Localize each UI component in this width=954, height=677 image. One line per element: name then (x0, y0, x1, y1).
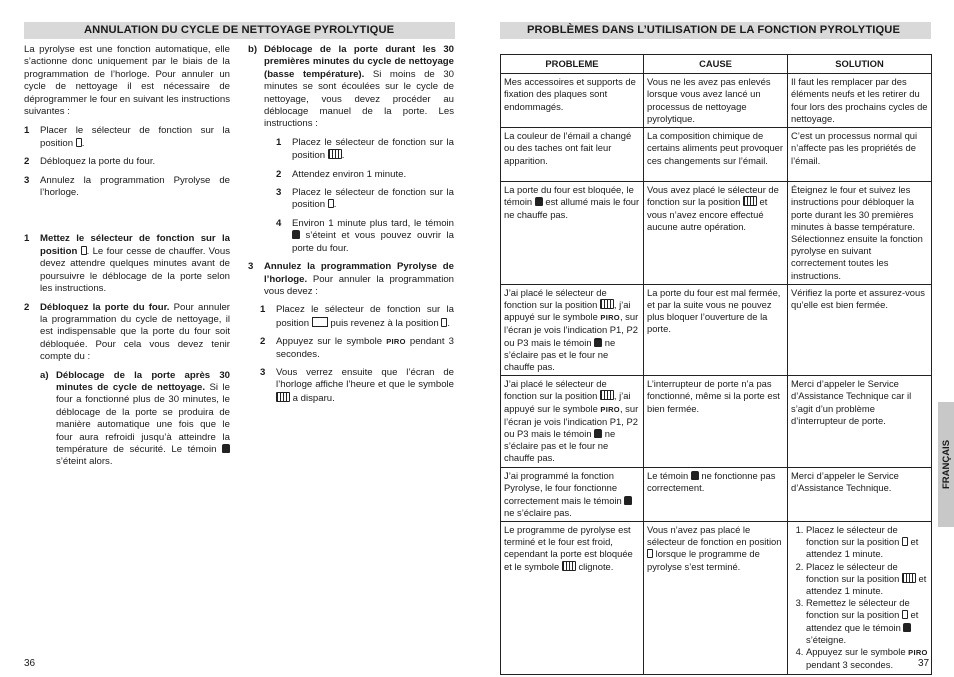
lock-icon (903, 623, 911, 632)
step-number: 1 (24, 233, 30, 245)
step-text (264, 44, 454, 131)
table-row (501, 522, 932, 674)
position-dot-icon (902, 610, 908, 619)
step-text-label: Appuyez sur le symbole (276, 336, 383, 348)
step-text-label: Placez le sélecteur de fonction sur la position (276, 304, 454, 329)
step-bold-text: Annulez la programmation Pyrolyse de l’horloge. (264, 261, 454, 285)
lock-icon (691, 471, 699, 480)
step-number: 2 (24, 156, 30, 168)
step-text: Annulez la programmation Pyrolyse de l’horloge. (40, 174, 230, 199)
section-heading-annulation (24, 22, 455, 39)
lock-icon (535, 197, 543, 206)
list-item (260, 304, 454, 330)
cause-cell: L’interrupteur de porte n’a pas fonctionné, même si la porte est bien fermée. (644, 376, 788, 468)
lock-icon (222, 444, 230, 453)
step-number: 1 (24, 125, 30, 137)
cause-cell: Vous ne les avez pas enlevés lorsque vous avez lancé un processus de nettoyage pyrolytique. (644, 74, 788, 128)
section-heading-problemes (500, 22, 931, 39)
lock-icon (292, 230, 300, 239)
solution-cell: Vérifiez la porte et assurez-vous qu’elle est bien fermée. (788, 284, 932, 375)
page-number-right: 37 (918, 658, 930, 669)
list-item (260, 367, 454, 405)
step-text: Placer le sélecteur de fonction sur la position . (40, 125, 230, 149)
step-text-label: pendant 3 secondes. (276, 336, 454, 360)
solution-cell: C’est un processus normal qui n’affecte pas les propriétés de l’émail. (788, 128, 932, 182)
step-text (40, 233, 230, 295)
piro-symbol-icon: PIRO (600, 404, 620, 414)
step-rest-text: Pour annuler la programmation du cycle de nettoyage, il est indispensable que la porte du four soit débloquée. Pour cela vous devez tenir compte du : (40, 301, 230, 363)
language-tab-label: FRANÇAIS (941, 439, 952, 490)
position-dot-icon (902, 537, 908, 546)
problem-cell: J’ai placé le sélecteur de fonction sur la position , j’ai appuyé sur le symbole PIRO, sur l’écran je vois l’indication P1, P2 ou P3 mais le témoin ne s’éclaire pas et le four ne chauffe pas. (501, 284, 644, 375)
left-column (24, 44, 230, 475)
list-item (276, 137, 454, 163)
list-item (276, 218, 454, 255)
lock-icon (594, 429, 602, 438)
list-item: 1. Placez le sélecteur de fonction sur la position et attendez 1 minute. (806, 524, 928, 561)
page-number-left: 36 (24, 658, 36, 669)
list-item (248, 44, 454, 131)
table-row (501, 182, 932, 285)
table-header-row (501, 55, 932, 74)
cause-cell: Vous avez placé le sélecteur de fonction sur la position et vous n’avez encore effectué aucune autre opération. (644, 182, 788, 285)
pyrolysis-grid-icon (562, 561, 576, 571)
step-text (276, 367, 454, 405)
step-bold-text: Déblocage de la porte durant les 30 premières minutes du cycle de nettoyage (basse température). (264, 44, 454, 80)
step-rest-text: . Le four cesse de chauffer. Vous devez attendre quelques minutes avant de poursuivre le déblocage de la porte selon les instructions. (40, 245, 231, 295)
cause-cell: Le témoin ne fonctionne pas correctement. (644, 468, 788, 522)
step-bold-text: Déblocage de la porte après 30 minutes de cycle de nettoyage. (56, 369, 230, 393)
step-text (264, 261, 454, 298)
list-item (24, 233, 230, 295)
step-letter: a) (40, 369, 49, 381)
step-text-label: Vous verrez ensuite que l’écran de l’horloge affiche l’heure et que le symbole (276, 366, 454, 391)
table-row (501, 284, 932, 375)
list-item (24, 302, 230, 364)
step-number: 4 (276, 217, 282, 229)
step-text-label: puis revenez à la position (330, 317, 439, 329)
lock-icon (624, 496, 632, 505)
step-rest-text: Si le four a fonctionné plus de 30 minutes, le déblocage de la porte se produira de manière automatique une fois que le four aura refroidi jusqu’à atteindre la température de sécurité. Le témoin (56, 381, 230, 455)
step-text (56, 370, 230, 469)
column-header-probleme: PROBLEME (501, 55, 644, 74)
step-number: 1 (276, 136, 282, 148)
step-text: Placez le sélecteur de fonction sur la position puis revenez à la position . (276, 304, 454, 329)
step-number: 3 (24, 174, 30, 186)
list-item: 2. Placez le sélecteur de fonction sur la position et attendez 1 minute. (806, 561, 928, 598)
pyrolysis-grid-icon (600, 390, 614, 400)
step-text-label: a disparu. (292, 392, 335, 404)
position-dot-icon (441, 318, 447, 327)
solution-cell: Merci d’appeler le Service d’Assistance Technique car il s’agit d’un problème d’interrupteur de porte. (788, 376, 932, 468)
list-item (24, 125, 230, 150)
problem-cell: La couleur de l’émail a changé ou des taches ont fait leur apparition. (501, 128, 644, 182)
step-text (292, 218, 454, 255)
step-number: 1 (260, 304, 266, 316)
solution-cell: Éteignez le four et suivez les instructions pour débloquer la porte durant les 30 premières minutes à basse température. Sélectionnez ensuite la fonction pyrolyse en suivant correctement toutes les instructions. (788, 182, 932, 285)
table-row (501, 74, 932, 128)
step-text-label: Placer le sélecteur de fonction sur la position (40, 125, 230, 149)
step-text: Attendez environ 1 minute. (292, 168, 407, 180)
cause-cell: La composition chimique de certains aliments peut provoquer ces changements sur l’émail. (644, 128, 788, 182)
position-dot-icon (328, 199, 334, 208)
piro-symbol-icon: PIRO (600, 313, 620, 323)
list-item: 3. Remettez le sélecteur de fonction sur la position et attendez que le témoin s’éteigne. (806, 597, 928, 646)
troubleshooting-table (500, 54, 932, 675)
list-item (24, 175, 230, 200)
list-item (276, 187, 454, 212)
step-number: 3 (276, 187, 282, 199)
intro-paragraph: La pyrolyse est une fonction automatique, elle s’actionne donc uniquement par le biais de la programmation de l’horloge. Pour annuler un cycle de nettoyage il est nécessaire de déprogrammer le four en suivant les instructions suivantes : (24, 44, 230, 118)
step-number: 3 (248, 261, 254, 273)
column-header-cause: CAUSE (644, 55, 788, 74)
pyrolysis-grid-icon (902, 573, 916, 583)
position-dot-icon (647, 549, 653, 558)
pyrolysis-grid-icon (328, 149, 342, 159)
step-text-label: Placez le sélecteur de fonction sur la position (292, 187, 454, 211)
step-text-label: Placez le sélecteur de fonction sur la position (292, 136, 454, 162)
column-header-solution: SOLUTION (788, 55, 932, 74)
heading-text: ANNULATION DU CYCLE DE NETTOYAGE PYROLYTIQUE (84, 24, 395, 36)
step-letter: b) (248, 44, 258, 55)
table-row (501, 468, 932, 522)
piro-symbol-icon: PIRO (908, 648, 928, 658)
heading-text: PROBLÈMES DANS L’UTILISATION DE LA FONCTION PYROLYTIQUE (527, 24, 901, 36)
list-item (40, 370, 230, 469)
solution-steps (791, 524, 928, 671)
list-item (248, 261, 454, 298)
list-item (276, 169, 454, 181)
problem-cell: J’ai placé le sélecteur de fonction sur la position , j’ai appuyé sur le symbole PIRO, sur l’écran je vois l’indication P1, P2 ou P3 mais le témoin ne s’éclaire pas et le four ne chauffe pas. (501, 376, 644, 468)
list-item (24, 156, 230, 168)
cause-cell: La porte du four est mal fermée, et par la suite vous ne pouvez plus bloquer l’ouverture de la porte. (644, 284, 788, 375)
list-item: 4. Appuyez sur le symbole PIRO pendant 3 secondes. (806, 646, 928, 671)
pyrolysis-grid-icon (743, 196, 757, 206)
list-item (260, 336, 454, 361)
step-text (40, 302, 230, 364)
solution-cell: Merci d’appeler le Service d’Assistance Technique. (788, 468, 932, 522)
solution-cell: Il faut les remplacer par des éléments neufs et les retirer du four lors des prochains cycles de nettoyage. (788, 74, 932, 128)
step-number: 2 (276, 168, 282, 180)
position-dot-icon (76, 138, 82, 147)
lock-icon (594, 338, 602, 347)
problem-cell: J’ai programmé la fonction Pyrolyse, le four fonctionne correctement mais le témoin ne s’éclaire pas. (501, 468, 644, 522)
step-text: Débloquez la porte du four. (40, 156, 156, 168)
step-bold-text: Débloquez la porte du four. (40, 301, 170, 313)
step-text-label: Environ 1 minute plus tard, le témoin (292, 217, 454, 229)
step-number: 2 (260, 336, 266, 348)
solution-cell (788, 522, 932, 674)
oven-position-icon (312, 317, 328, 327)
step-rest-text: Pour annuler la programmation vous devez : (264, 273, 454, 297)
step-text-label: s’éteint et vous pouvez ouvrir la porte du four. (292, 230, 454, 254)
language-tab (938, 402, 954, 527)
sub-steps (260, 304, 454, 405)
step-text: Placez le sélecteur de fonction sur la position . (292, 136, 454, 162)
pyrolysis-grid-icon (276, 392, 290, 402)
step-bold-text: Mettez le sélecteur de fonction sur la position (40, 233, 230, 257)
pyrolysis-grid-icon (600, 299, 614, 309)
problem-cell: La porte du four est bloquée, le témoin est allumé mais le four ne chauffe pas. (501, 182, 644, 285)
table-row (501, 128, 932, 182)
piro-symbol-icon: PIRO (386, 337, 406, 347)
problem-cell: Le programme de pyrolyse est terminé et le four est froid, cependant la porte est bloquée et le symbole clignote. (501, 522, 644, 674)
table-row (501, 376, 932, 468)
cause-cell: Vous n’avez pas placé le sélecteur de fonction en position lorsque le programme de pyrolyse s’est terminé. (644, 522, 788, 674)
step-number: 3 (260, 366, 266, 378)
step-end-text: s’éteint alors. (56, 456, 113, 468)
step-text (276, 336, 454, 361)
step-text: Placez le sélecteur de fonction sur la position . (292, 187, 454, 211)
step-rest-text: Si moins de 30 minutes se sont écoulées sur le cycle de nettoyage, vous devez procéder au déblocage manuel de la porte. Les instructions : (264, 68, 454, 130)
sub-steps (276, 137, 454, 255)
middle-column (248, 44, 454, 411)
step-number: 2 (24, 301, 30, 313)
problem-cell: Mes accessoires et supports de fixation des plaques sont endommagés. (501, 74, 644, 128)
